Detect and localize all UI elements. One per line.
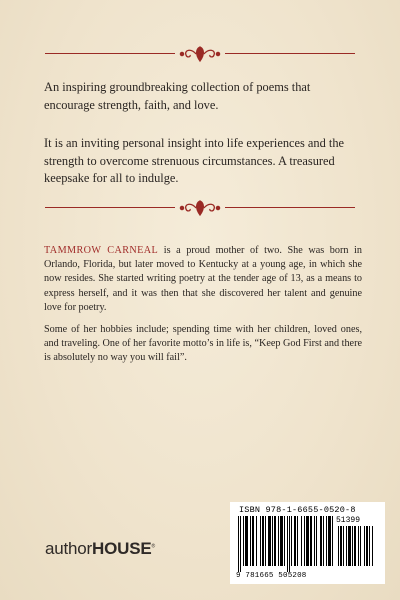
middle-ornament-divider — [45, 199, 355, 217]
barcode-bar — [348, 526, 351, 566]
barcode-bar — [294, 516, 296, 566]
barcode-bar — [316, 516, 317, 566]
barcode-bar — [364, 526, 365, 566]
barcode-bar — [280, 516, 283, 566]
barcode-bar — [274, 516, 276, 566]
barcode-bar — [289, 516, 290, 572]
logo-registered-mark: ® — [151, 543, 155, 550]
barcode-bar — [272, 516, 273, 566]
divider-line-left — [45, 207, 175, 208]
isbn-barcode — [230, 502, 385, 584]
isbn-number: ISBN 978-1-6655-0520-8 — [239, 505, 356, 515]
barcode-bar — [360, 526, 361, 566]
barcode-bar — [240, 516, 241, 572]
blurb-paragraph-2 — [44, 135, 359, 188]
barcode-bar — [262, 516, 264, 566]
barcode-bar — [332, 516, 333, 566]
barcode-bar — [326, 516, 327, 566]
author-bio-paragraph-2 — [44, 323, 362, 366]
barcode-bar — [238, 516, 239, 572]
barcode-bar — [252, 516, 254, 566]
barcode-bar — [301, 516, 302, 566]
barcode-bar — [278, 516, 279, 566]
barcode-bar — [256, 516, 257, 566]
divider-line-left — [45, 53, 175, 54]
barcode-bar — [310, 516, 312, 566]
logo-word-author: author — [45, 539, 93, 558]
ean-digits: 9 781665 505208 — [236, 572, 307, 580]
blurb-text-2: It is an inviting personal insight into life experiences and the strength to overcome strenuous circumstances. A treasured keepsake for all to indulge. — [44, 136, 345, 185]
barcode-bar — [328, 516, 331, 566]
barcode-bar — [260, 516, 261, 566]
blurb-text-1: An inspiring groundbreaking collection of poems that encourage strength, faith, and love. — [44, 80, 311, 112]
barcode-bar — [343, 526, 344, 566]
barcode-bar — [369, 526, 370, 566]
author-bio-text-2: Some of her hobbies include; spending time with her children, loved ones, and traveling. One of her favorite motto’s in life is, “Keep God First and there is absolutely no way you will fail”. — [44, 324, 362, 364]
barcode-bar — [243, 516, 244, 566]
barcode-bar — [340, 526, 342, 566]
divider-line-right — [225, 53, 355, 54]
price-addon-number: 51399 — [336, 516, 361, 525]
author-bio-paragraph-1 — [44, 244, 362, 315]
barcode-bar — [245, 516, 248, 566]
logo-word-house: HOUSE — [92, 539, 152, 558]
barcode-bar — [352, 526, 353, 566]
barcode-bar — [358, 526, 359, 566]
barcode-bar — [291, 516, 292, 566]
divider-line-right — [225, 207, 355, 208]
author-name: TAMMROW CARNEAL — [44, 245, 159, 256]
top-ornament-divider — [45, 45, 355, 63]
barcode-bar — [366, 526, 368, 566]
barcode-bar — [346, 526, 347, 566]
barcode-bar — [304, 516, 305, 566]
barcode-bar — [323, 516, 324, 566]
ean-barcode-bars — [238, 516, 334, 572]
barcode-bar — [284, 516, 285, 566]
blurb-paragraph-1 — [44, 79, 359, 114]
barcode-bar — [320, 516, 322, 566]
barcode-bar — [338, 526, 339, 566]
author-bio-text-1 — [44, 244, 362, 315]
barcode-bar — [250, 516, 251, 566]
barcode-bar — [306, 516, 309, 566]
barcode-bar — [297, 516, 298, 566]
author-bio-rest: is a proud mother of two. She was born in Orlando, Florida, but later moved to Kentucky at a young age, in which she now resides. She started writing poetry at the tender age of 13, as a means to express herself, and it was then that she discovered her talent and genuine love for poetry. — [44, 245, 362, 313]
barcode-bar — [372, 526, 373, 566]
barcode-bar — [314, 516, 315, 566]
barcode-bar — [354, 526, 356, 566]
barcode-bar — [268, 516, 271, 566]
barcode-bar — [287, 516, 288, 572]
barcode-bar — [265, 516, 266, 566]
publisher-logo — [45, 539, 155, 559]
addon-barcode-bars — [338, 526, 378, 572]
